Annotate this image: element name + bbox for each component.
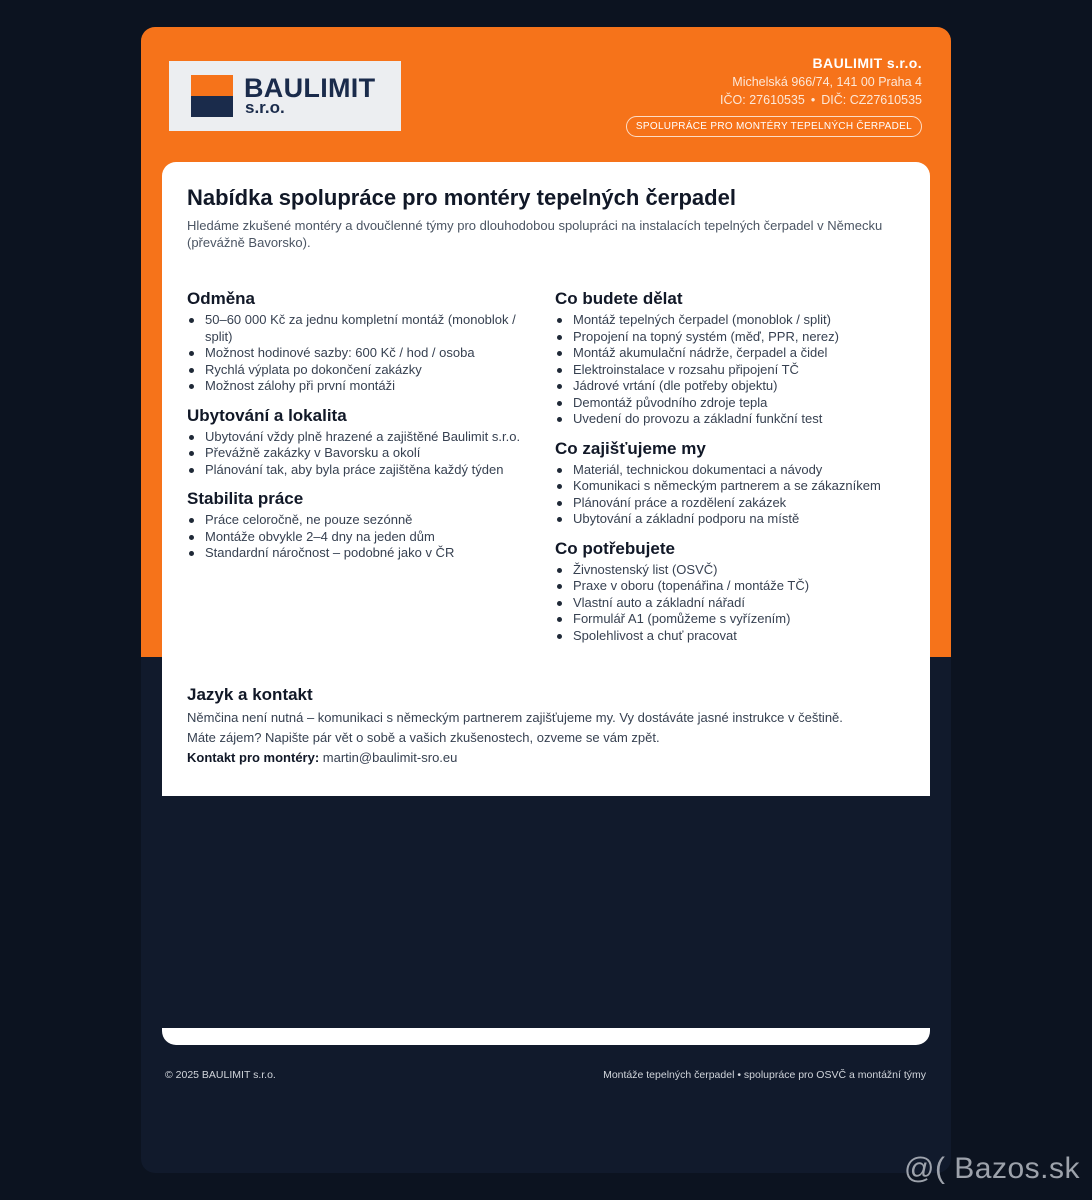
footer-copyright: © 2025 BAULIMIT s.r.o.	[165, 1069, 276, 1081]
intro-text: Hledáme zkušené montéry a dvoučlenné týmy pro dlouhodobou spolupráci na instalacích tepelných čerpadel v Německu (převážně Bavorsko).	[187, 218, 883, 250]
company-name: BAULIMIT s.r.o.	[812, 55, 922, 71]
list-item: Spolehlivost a chuť pracovat	[555, 628, 907, 645]
list-item: Formulář A1 (pomůžeme s vyřízením)	[555, 611, 907, 628]
content-card	[162, 162, 930, 1045]
list-item: Práce celoročně, ne pouze sezónně	[187, 512, 539, 529]
card-dark-panel	[162, 796, 930, 1028]
section-title: Co potřebujete	[555, 538, 675, 558]
contact-call-to-action: Máte zájem? Napište pár vět o sobě a vašich zkušenostech, ozveme se vám zpět.	[187, 730, 660, 745]
contact-section	[187, 685, 907, 768]
bullet-list	[187, 312, 539, 395]
contact-language-note: Němčina není nutná – komunikaci s německým partnerem zajišťujeme my. Vy dostáváte jasné instrukce v češtině.	[187, 710, 843, 725]
section-title: Ubytování a lokalita	[187, 405, 347, 425]
list-item: Montáž tepelných čerpadel (monoblok / split)	[555, 312, 907, 329]
list-item: Možnost zálohy při první montáži	[187, 378, 539, 395]
logo-sub: s.r.o.	[245, 98, 285, 117]
company-info	[720, 54, 922, 109]
list-item: Montáže obvykle 2–4 dny na jeden dům	[187, 529, 539, 546]
bullet-list	[187, 429, 539, 479]
section-title: Stabilita práce	[187, 489, 304, 508]
logo-mark-top	[191, 75, 233, 96]
list-item: Živnostenský list (OSVČ)	[555, 562, 907, 579]
contact-title: Jazyk a kontakt	[187, 685, 313, 704]
section-title: Co zajišťujeme my	[555, 438, 706, 458]
logo-mark-icon	[191, 75, 233, 117]
list-item: Uvedení do provozu a základní funkční test	[555, 411, 907, 428]
page-title: Nabídka spolupráce pro montéry tepelných čerpadel	[187, 185, 736, 210]
list-item: Praxe v oboru (topenářina / montáže TČ)	[555, 578, 907, 595]
bullet-list	[187, 512, 539, 562]
left-column	[187, 289, 539, 573]
company-dic: DIČ: CZ27610535	[821, 93, 922, 107]
list-item: Propojení na topný systém (měď, PPR, nerez)	[555, 329, 907, 346]
list-item: Ubytování vždy plně hrazené a zajištěné Baulimit s.r.o.	[187, 429, 539, 446]
list-item: Převážně zakázky v Bavorsku a okolí	[187, 445, 539, 462]
footer-tagline: Montáže tepelných čerpadel • spolupráce pro OSVČ a montážní týmy	[603, 1069, 926, 1081]
company-ids	[720, 91, 922, 109]
list-item: Možnost hodinové sazby: 600 Kč / hod / osoba	[187, 345, 539, 362]
bullet-list	[555, 312, 907, 428]
list-item: Elektroinstalace v rozsahu připojení TČ	[555, 362, 907, 379]
company-logo	[169, 61, 401, 131]
list-item: Demontáž původního zdroje tepla	[555, 395, 907, 412]
list-item: Plánování tak, aby byla práce zajištěna každý týden	[187, 462, 539, 479]
bazos-watermark: @( Bazos.sk	[904, 1152, 1080, 1185]
id-separator: •	[810, 93, 816, 107]
contact-email-link[interactable]: martin@baulimit-sro.eu	[322, 750, 458, 765]
list-item: Montáž akumulační nádrže, čerpadel a čidel	[555, 345, 907, 362]
section-title: Odměna	[187, 289, 256, 308]
contact-label: Kontakt pro montéry:	[187, 750, 320, 765]
page-frame	[141, 27, 951, 1173]
list-item: Komunikaci s německým partnerem a se zákazníkem	[555, 478, 907, 495]
list-item: Standardní náročnost – podobné jako v ČR	[187, 545, 539, 562]
list-item: Plánování práce a rozdělení zakázek	[555, 495, 907, 512]
right-column	[555, 289, 907, 655]
list-item: Vlastní auto a základní nářadí	[555, 595, 907, 612]
company-ico: IČO: 27610535	[720, 93, 805, 107]
list-item: Jádrové vrtání (dle potřeby objektu)	[555, 378, 907, 395]
logo-name: BAULIMIT	[244, 73, 376, 103]
list-item: Rychlá výplata po dokončení zakázky	[187, 362, 539, 379]
header-badge: SPOLUPRÁCE PRO MONTÉRY TEPELNÝCH ČERPADEL	[626, 116, 922, 137]
bullet-list	[555, 562, 907, 645]
list-item: Ubytování a základní podporu na místě	[555, 511, 907, 528]
logo-mark-bottom	[191, 96, 233, 117]
section-title: Co budete dělat	[555, 289, 683, 308]
bullet-list	[555, 462, 907, 528]
company-address: Michelská 966/74, 141 00 Praha 4	[732, 75, 922, 89]
list-item: Materiál, technickou dokumentaci a návody	[555, 462, 907, 479]
contact-email-line	[187, 748, 907, 768]
list-item: 50–60 000 Kč za jednu kompletní montáž (monoblok / split)	[187, 312, 539, 345]
